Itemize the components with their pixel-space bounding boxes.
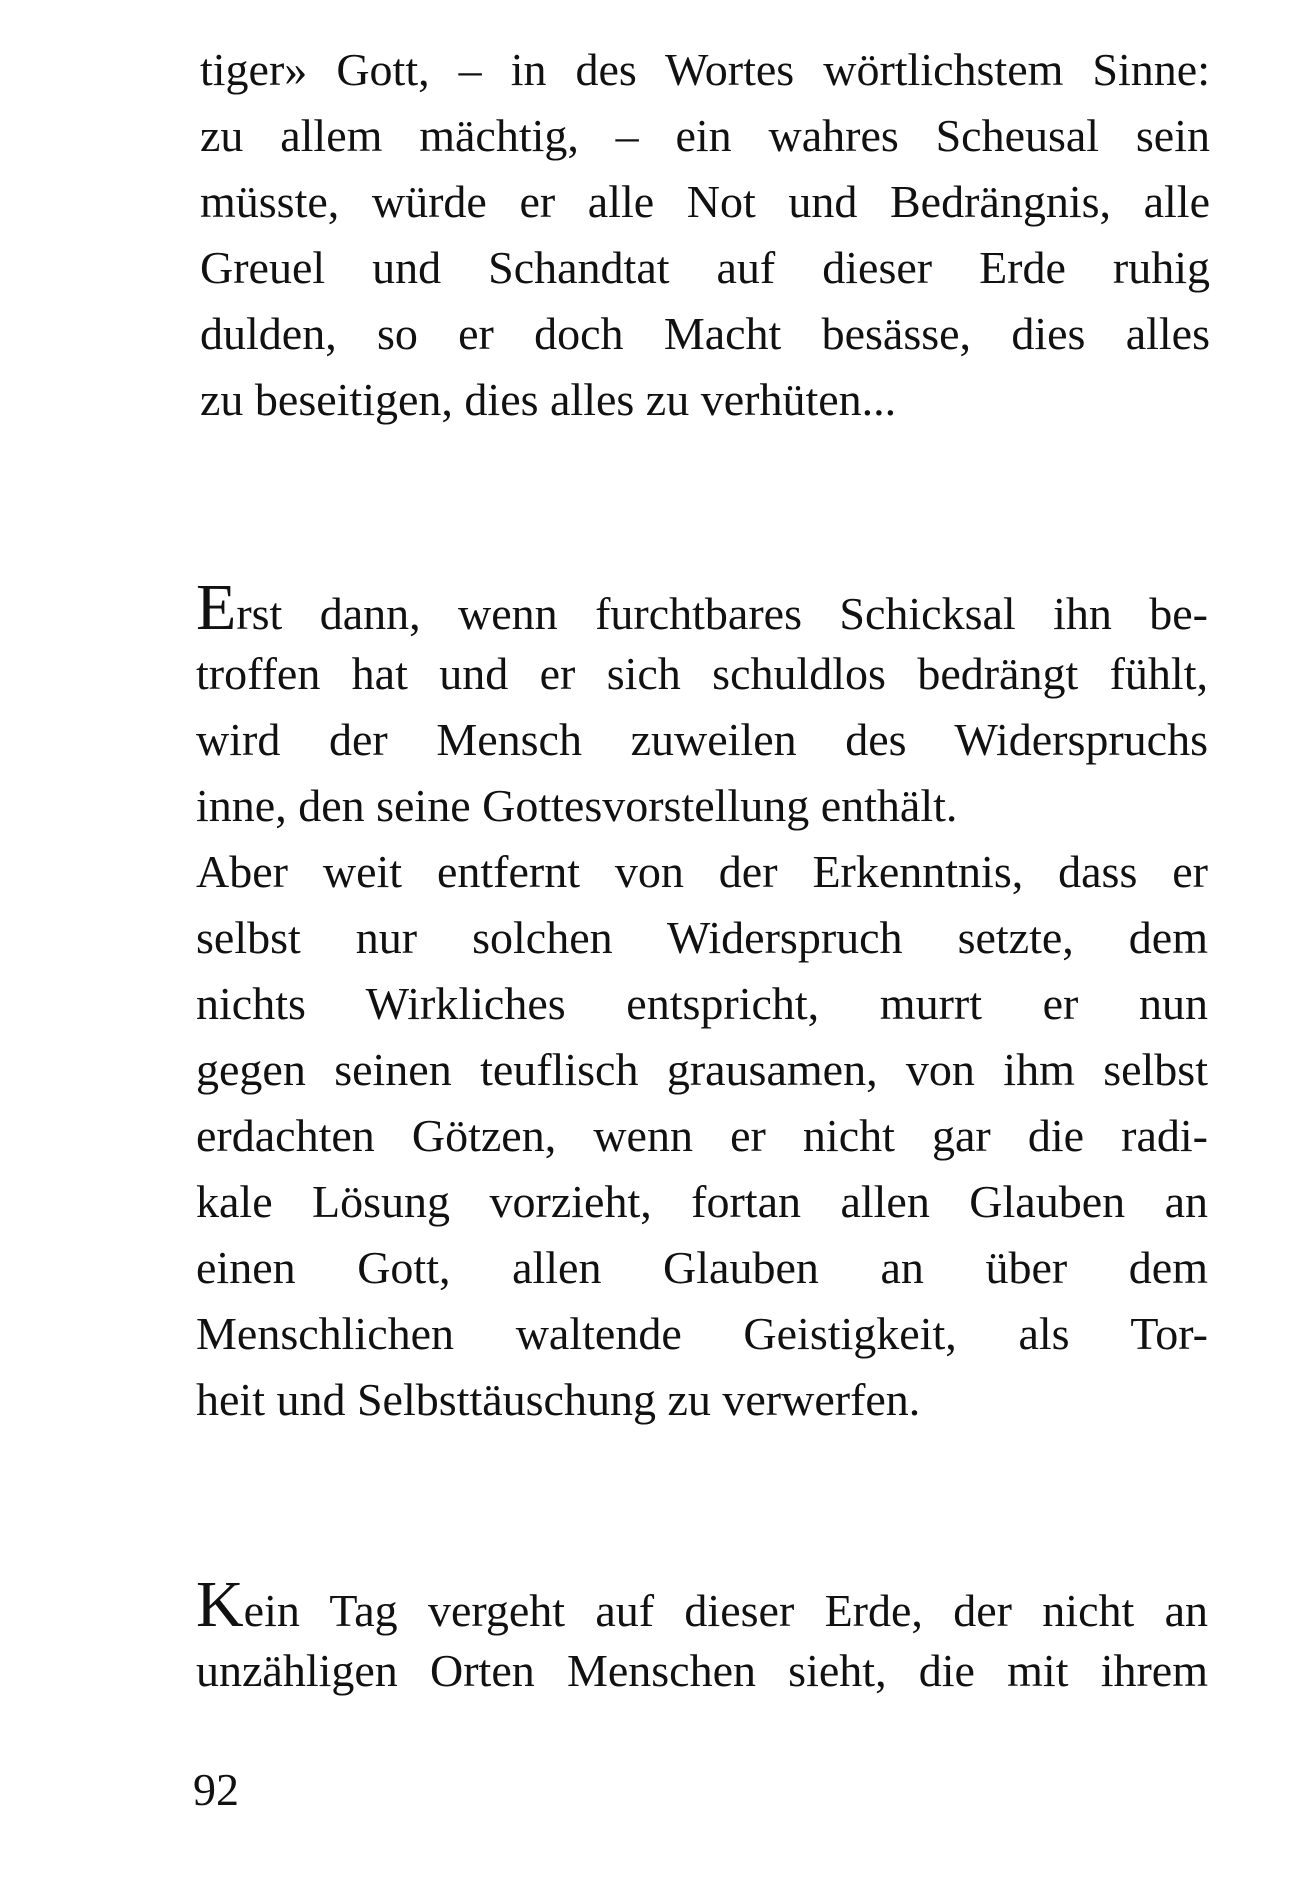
text-line: kale Lösung vorzieht, fortan allen Glauben an [196,1176,1208,1227]
text-line: zu allem mächtig, – ein wahres Scheusal sein [200,110,1210,161]
text-line: gegen seinen teuflisch grausamen, von ihm selbst [196,1044,1208,1095]
text-line: selbst nur solchen Widerspruch setzte, dem [196,912,1208,963]
text-line: einen Gott, allen Glauben an über dem [196,1242,1208,1293]
text-line: troffen hat und er sich schuldlos bedrängt fühlt, [196,648,1208,699]
drop-cap: K [196,1568,244,1641]
drop-cap: E [196,571,237,644]
text-line: unzähligen Orten Menschen sieht, die mit ihrem [196,1645,1208,1696]
text-line: dulden, so er doch Macht besässe, dies alles [200,308,1210,359]
text-line-content: rst dann, wenn furchtbares Schicksal ihn be- [236,588,1208,639]
text-line: zu beseitigen, dies alles zu verhüten... [200,374,897,425]
text-line: tiger» Gott, – in des Wortes wörtlichstem Sinne: [200,44,1210,95]
text-line: wird der Mensch zuweilen des Widerspruchs [196,714,1208,765]
text-line [196,571,1208,644]
text-line: Greuel und Schandtat auf dieser Erde ruhig [200,242,1210,293]
text-line: nichts Wirkliches entspricht, murrt er nun [196,978,1208,1029]
text-line: Aber weit entfernt von der Erkenntnis, dass er [196,846,1208,897]
page-number: 92 [193,1764,239,1815]
text-line: erdachten Götzen, wenn er nicht gar die radi- [196,1110,1208,1161]
text-line: inne, den seine Gottesvorstellung enthält. [196,780,958,831]
text-line: heit und Selbsttäuschung zu verwerfen. [196,1374,921,1425]
text-line [196,1568,1208,1641]
text-line-content: ein Tag vergeht auf dieser Erde, der nicht an [243,1585,1208,1636]
text-line: Menschlichen waltende Geistigkeit, als Tor- [196,1308,1208,1359]
text-line: müsste, würde er alle Not und Bedrängnis, alle [200,176,1210,227]
